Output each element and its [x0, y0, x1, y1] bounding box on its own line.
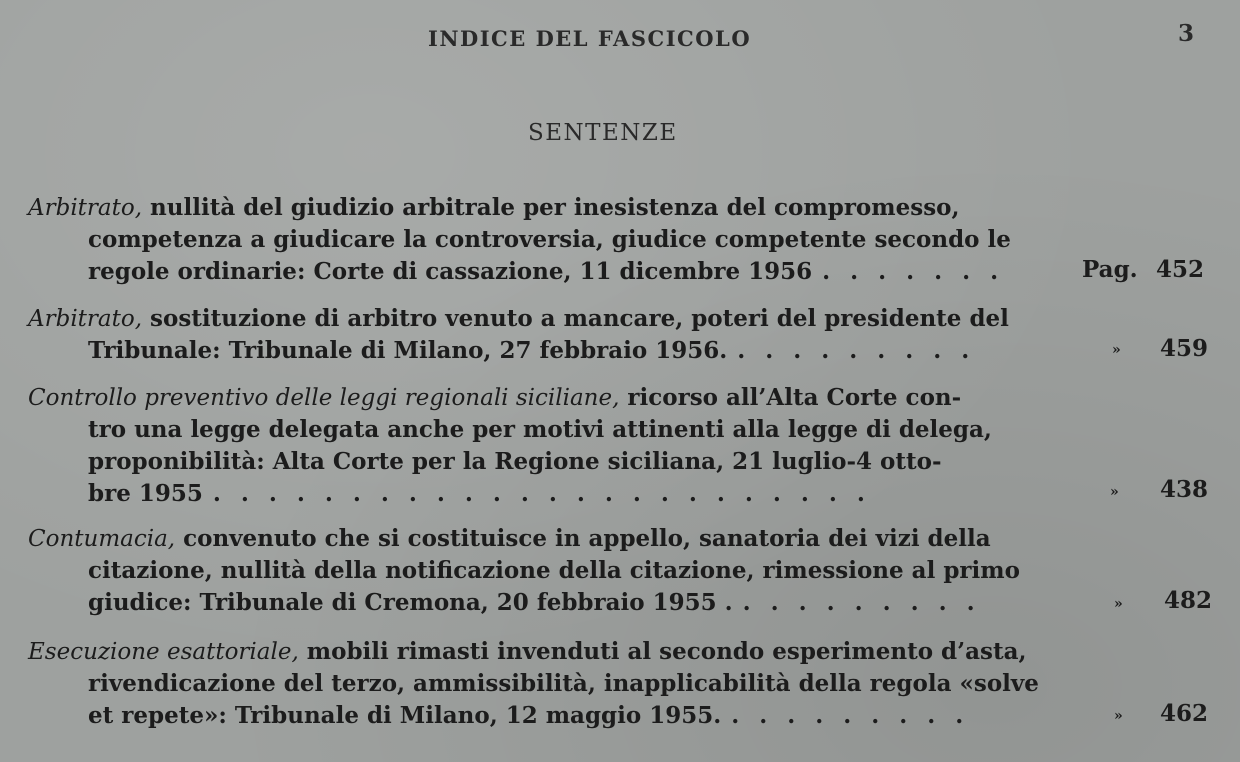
leader-dots: . . . . . . . . . — [742, 589, 975, 616]
leader-dots: . . . . . . . . . — [731, 702, 964, 729]
entry-text: convenuto che si costituisce in appello, sanatoria dei vizi della — [175, 525, 991, 552]
ditto-mark: » — [1110, 484, 1119, 500]
entry-text: nullità del giudizio arbitrale per inesistenza del compromesso, — [142, 194, 960, 221]
page-reference: 459 — [1160, 335, 1209, 362]
index-entry — [28, 382, 1048, 510]
leader-dots: . . . . . . . . . — [737, 337, 970, 364]
entry-text: ricorso all’Alta Corte con- — [619, 384, 962, 411]
page-number: 3 — [1178, 20, 1195, 47]
entry-line — [28, 478, 1048, 510]
entry-line: competenza a giudicare la controversia, giudice competente secondo le — [88, 226, 1011, 253]
entry-text: bre 1955 — [88, 480, 203, 507]
index-entry — [28, 523, 1048, 619]
entry-line — [28, 382, 1048, 414]
entry-line: tro una legge delegata anche per motivi attinenti alla legge di delega, — [88, 416, 992, 443]
page-reference: 438 — [1160, 476, 1209, 503]
leader-dots: . . . . . . . . . . . . . . . . . . . . . . . . — [212, 480, 865, 507]
entry-line — [28, 523, 1048, 555]
ditto-mark: » — [1114, 596, 1123, 612]
entry-line — [28, 587, 1048, 619]
index-entry — [28, 303, 1048, 367]
leader-dots: . . . . . . . — [822, 258, 999, 285]
page-reference: 482 — [1164, 587, 1213, 614]
ditto-mark: » — [1114, 708, 1123, 724]
entry-term: Controllo preventivo delle leggi regionali siciliane, — [28, 385, 620, 411]
entry-text: mobili rimasti invenduti al secondo esperimento d’asta, — [298, 638, 1027, 665]
entry-text: Tribunale: Tribunale di Milano, 27 febbraio 1956. — [88, 337, 728, 364]
entry-text: regole ordinarie: Corte di cassazione, 11 dicembre 1956 — [88, 258, 813, 285]
entry-term: Contumacia, — [28, 526, 176, 552]
entry-line: citazione, nullità della notificazione della citazione, rimessione al primo — [88, 557, 1020, 584]
section-title: SENTENZE — [528, 120, 678, 146]
page-label: Pag. — [1082, 256, 1138, 283]
entry-line: proponibilità: Alta Corte per la Regione siciliana, 21 luglio-4 otto- — [88, 448, 942, 475]
entry-line — [28, 335, 1048, 367]
ditto-mark: » — [1112, 342, 1121, 358]
entry-term: Arbitrato, — [28, 195, 143, 221]
index-entry — [28, 192, 1048, 288]
entry-term: Arbitrato, — [28, 306, 143, 332]
entry-line — [28, 636, 1048, 668]
page-reference: 452 — [1156, 256, 1205, 283]
entry-term: Esecuzione esattoriale, — [28, 639, 299, 665]
entry-line: rivendicazione del terzo, ammissibilità, inapplicabilità della regola «solve — [88, 670, 1039, 697]
entry-line — [28, 700, 1048, 732]
entry-line — [28, 192, 1048, 224]
entry-text: giudice: Tribunale di Cremona, 20 febbraio 1955 . — [88, 589, 733, 616]
running-title: INDICE DEL FASCICOLO — [428, 26, 752, 51]
entry-text: et repete»: Tribunale di Milano, 12 maggio 1955. — [88, 702, 722, 729]
entry-line — [28, 256, 1048, 288]
index-entry — [28, 636, 1048, 732]
entry-line — [28, 303, 1048, 335]
entry-text: sostituzione di arbitro venuto a mancare, poteri del presidente del — [142, 305, 1009, 332]
page-reference: 462 — [1160, 700, 1209, 727]
